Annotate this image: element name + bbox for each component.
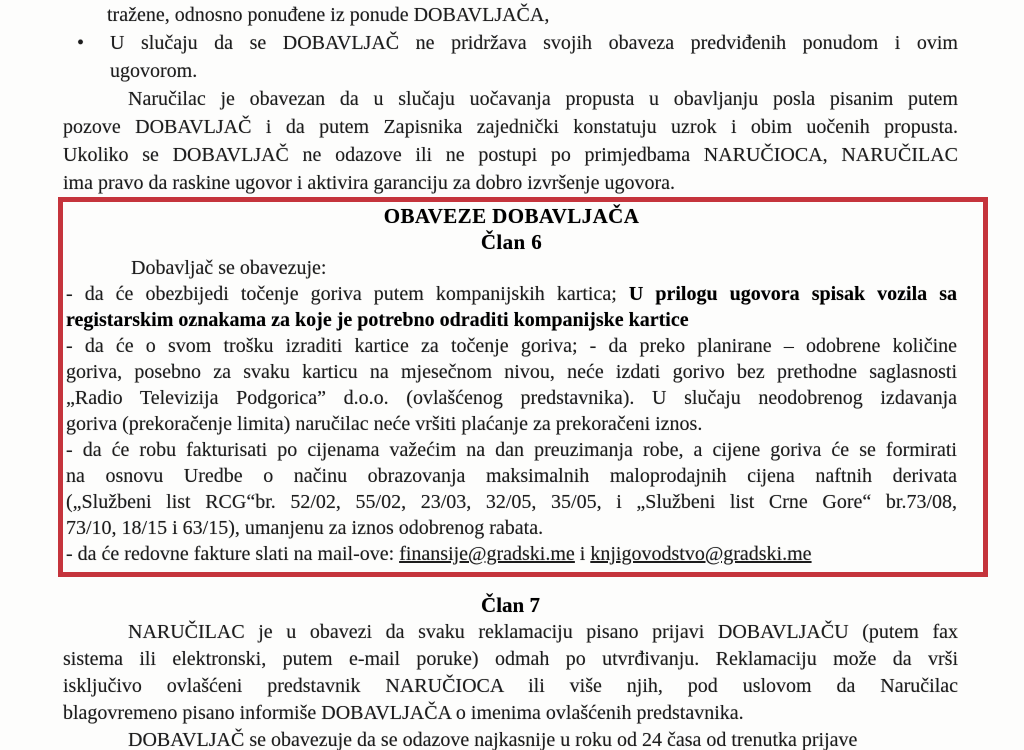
invoice-mail-text: - da će redovne fakture slati na mail-ove: xyxy=(66,543,400,565)
obligation-item-pricing xyxy=(66,437,957,541)
text-line: 73/10, 18/15 i 63/15), umanjenu za iznos odobrenog rabata. xyxy=(66,517,544,539)
text-line: - da će robu fakturisati po cijenama važećim na dan preuzimanja robe, a cijene goriva će se formirati xyxy=(66,439,957,461)
text-line: „Radio Televizija Podgorica” d.o.o. (ovlašćenog predstavnika). U slučaju neodobrenog izdavanja xyxy=(66,387,957,409)
paragraph-carryover-line: tražene, odnosno ponuđene iz ponude DOBAVLJAČA, xyxy=(107,4,550,26)
text-line: U slučaju da se DOBAVLJAČ ne pridržava svojih obaveza predviđenih ponudom i ovim xyxy=(110,32,958,54)
bullet-icon: • xyxy=(77,32,85,54)
text-line: Ukoliko se DOBAVLJAČ ne odazove ili ne postupi po primjedbama NARUČIOCA, NARUČILAC xyxy=(63,144,958,166)
text-line: pozove DOBAVLJAČ i da putem Zapisnika zajednički konstatuju uzrok i obim uočenih propusta. xyxy=(63,116,958,138)
text-line: goriva (prekoračenje limita) naručilac neće vršiti plaćanje za prekoračeni iznos. xyxy=(66,413,703,435)
article-6-heading: Član 6 xyxy=(480,230,543,254)
text-line: NARUČILAC je u obavezi da svaku reklamaciju pisano prijavi DOBAVLJAČU (putem fax xyxy=(128,621,958,643)
obligation-item-fuel-limits xyxy=(66,333,957,437)
bullet-item-text xyxy=(110,29,958,85)
text-line: ima pravo da raskine ugovor i aktivira garanciju za dobro izvršenje ugovora. xyxy=(63,172,676,194)
paragraph-article7-reklamacija xyxy=(63,619,958,727)
text-line xyxy=(66,281,957,307)
email-link-finansije[interactable]: finansije@gradski.me xyxy=(399,543,575,565)
paragraph-narucilac-obligation xyxy=(63,85,958,197)
text-line: blagovremeno pisano informiše DOBAVLJAČA o imenima ovlašćenih predstavnika. xyxy=(63,702,744,724)
text-line: sistema ili elektronski, putem e-mail poruke) odmah po utvrđivanju. Reklamaciju može da vrši xyxy=(63,648,958,670)
text-line: („Službeni list RCG“br. 52/02, 55/02, 23/03, 32/05, 35/05, i „Službeni list Crne Gore“ br.73/08, xyxy=(66,491,957,513)
highlighted-section-box xyxy=(58,197,988,577)
email-link-knjigovodstvo[interactable]: knjigovodstvo@gradski.me xyxy=(590,543,812,565)
article-7-heading: Član 7 xyxy=(481,593,540,617)
text-line: isključivo ovlašćeni predstavnik NARUČIOCA ili više njih, pod uslovom da Naručilac xyxy=(63,675,958,697)
text-line: - da će o svom trošku izraditi kartice za točenje goriva; - da preko planirane – odobrene količine xyxy=(66,335,957,357)
text-line: goriva, posebno za svaku karticu na mjesečnom nivou, neće izdati gorivo bez prethodne saglasnosti xyxy=(66,361,957,383)
supplier-obligations-lead: Dobavljač se obavezuje: xyxy=(131,257,327,279)
obligation-item-company-cards xyxy=(66,281,957,333)
text-run: - da će obezbijedi točenje goriva putem kompanijskih kartica; xyxy=(66,283,629,305)
obligation-item-invoices xyxy=(66,541,957,567)
text-line: ugovorom. xyxy=(110,60,198,82)
section-title-obaveze-dobavljaca: OBAVEZE DOBAVLJAČA xyxy=(383,204,640,228)
paragraph-article7-response: DOBAVLJAČ se obavezuje da se odazove najkasnije u roku od 24 časa od trenutka prijave xyxy=(128,729,858,750)
email-separator-text: i xyxy=(574,543,591,565)
text-run-bold: U prilogu ugovora spisak vozila sa xyxy=(628,283,957,305)
text-line: na osnovu Uredbe o načinu obrazovanja maksimalnih maloprodajnih cijena naftnih derivata xyxy=(66,465,957,487)
bullet-item-supplier-breach xyxy=(63,29,958,85)
text-line-bold: registarskim oznakama za koje je potrebno odraditi kompanijske kartice xyxy=(66,309,689,331)
text-line: Naručilac je obavezan da u slučaju uočavanja propusta u obavljanju posla pisanim putem xyxy=(128,88,958,110)
